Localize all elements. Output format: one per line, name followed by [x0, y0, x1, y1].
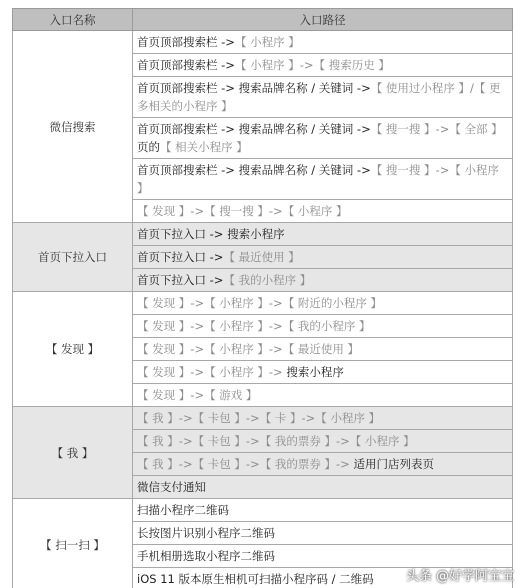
entry-path-cell [133, 54, 513, 77]
entry-path-cell [133, 315, 513, 338]
table-row [13, 31, 513, 54]
path-segment-highlight: 【 我 】->【 卡包 】->【 卡 】->【 小程序 】 [137, 411, 381, 425]
path-segment: 搜索小程序 [282, 365, 344, 379]
path-segment: 页的 [137, 140, 160, 154]
path-segment: 首页顶部搜索栏 -> 搜索品牌名称 / 关键词 -> [137, 163, 371, 177]
entry-path-cell [133, 159, 513, 200]
path-segment: 首页顶部搜索栏 -> 搜索品牌名称 / 关键词 -> [137, 81, 371, 95]
entry-path-cell [133, 200, 513, 223]
entry-path-cell [133, 223, 513, 246]
entry-path-cell [133, 118, 513, 159]
path-segment-highlight: 【 相关小程序 】 [160, 140, 248, 154]
entry-name-cell: 【 我 】 [13, 407, 133, 499]
path-segment: iOS 11 版本原生相机可扫描小程序码 / 二维码 [137, 572, 374, 586]
entry-path-cell [133, 499, 513, 522]
path-segment-highlight: 【 发现 】->【 小程序 】->【 我的小程序 】 [137, 319, 371, 333]
path-segment: 首页顶部搜索栏 -> 搜索品牌名称 / 关键词 -> [137, 122, 371, 136]
watermark: 头条 @好学阿宝宝 [405, 569, 514, 584]
path-segment-highlight: 【 发现 】->【 小程序 】->【 最近使用 】 [137, 342, 360, 356]
path-segment: 首页顶部搜索栏 -> [137, 35, 235, 49]
entry-path-cell [133, 338, 513, 361]
entry-path-cell [133, 292, 513, 315]
table-header-row [13, 9, 513, 31]
entry-name-cell: 【 发现 】 [13, 292, 133, 407]
path-segment-highlight: 【 发现 】->【 小程序 】-> [137, 365, 283, 379]
entry-path-cell [133, 522, 513, 545]
path-segment-highlight: 【 搜一搜 】->【 小程序 】 [137, 163, 499, 195]
path-segment: 扫描小程序二维码 [137, 503, 229, 517]
path-segment-highlight: 【 发现 】->【 搜一搜 】->【 小程序 】 [137, 204, 348, 218]
path-segment-highlight: 【 发现 】->【 小程序 】->【 附近的小程序 】 [137, 296, 383, 310]
entry-name-cell: 【 扫一扫 】 [13, 499, 133, 588]
entry-path-cell [133, 407, 513, 430]
entry-path-cell [133, 430, 513, 453]
path-segment: 首页下拉入口 -> 搜索小程序 [137, 227, 285, 241]
entry-path-cell [133, 361, 513, 384]
entry-path-cell [133, 31, 513, 54]
table-row [13, 292, 513, 315]
path-segment-highlight: 【 我的小程序 】 [223, 273, 312, 287]
path-segment-highlight: 【 发现 】->【 游戏 】 [137, 388, 258, 402]
path-segment: 首页下拉入口 -> [137, 250, 224, 264]
entry-path-cell [133, 269, 513, 292]
entry-path-cell [133, 476, 513, 499]
entry-name-cell: 首页下拉入口 [13, 223, 133, 292]
path-segment-highlight: 【 小程序 】 [234, 35, 300, 49]
table-row [13, 223, 513, 246]
table-row [13, 407, 513, 430]
table-row [13, 499, 513, 522]
path-segment-highlight: 【 搜一搜 】->【 全部 】 [370, 122, 503, 136]
path-segment: 长按图片识别小程序二维码 [137, 526, 275, 540]
path-segment-highlight: 【 最近使用 】 [223, 250, 300, 264]
table-body [13, 31, 513, 588]
path-segment-highlight: 【 使用过小程序 】/【 更多相关的小程序 】 [137, 81, 501, 113]
entry-path-cell [133, 77, 513, 118]
path-segment-highlight: 【 小程序 】->【 搜索历史 】 [234, 58, 390, 72]
path-segment: 适用门店列表页 [349, 457, 434, 471]
header-entry-path: 入口路径 [133, 9, 513, 31]
path-segment: 首页顶部搜索栏 -> [137, 58, 235, 72]
entry-path-cell [133, 453, 513, 476]
path-segment: 手机相册选取小程序二维码 [137, 549, 275, 563]
entry-name-cell: 微信搜索 [13, 31, 133, 223]
path-segment: 微信支付通知 [137, 480, 206, 494]
path-segment-highlight: 【 我 】->【 卡包 】->【 我的票券 】->【 小程序 】 [137, 434, 415, 448]
header-entry-name: 入口名称 [13, 9, 133, 31]
entry-path-cell [133, 246, 513, 269]
path-segment-highlight: 【 我 】->【 卡包 】->【 我的票券 】-> [137, 457, 350, 471]
path-segment: 首页下拉入口 -> [137, 273, 224, 287]
entry-path-table [12, 8, 513, 588]
entry-path-cell [133, 384, 513, 407]
